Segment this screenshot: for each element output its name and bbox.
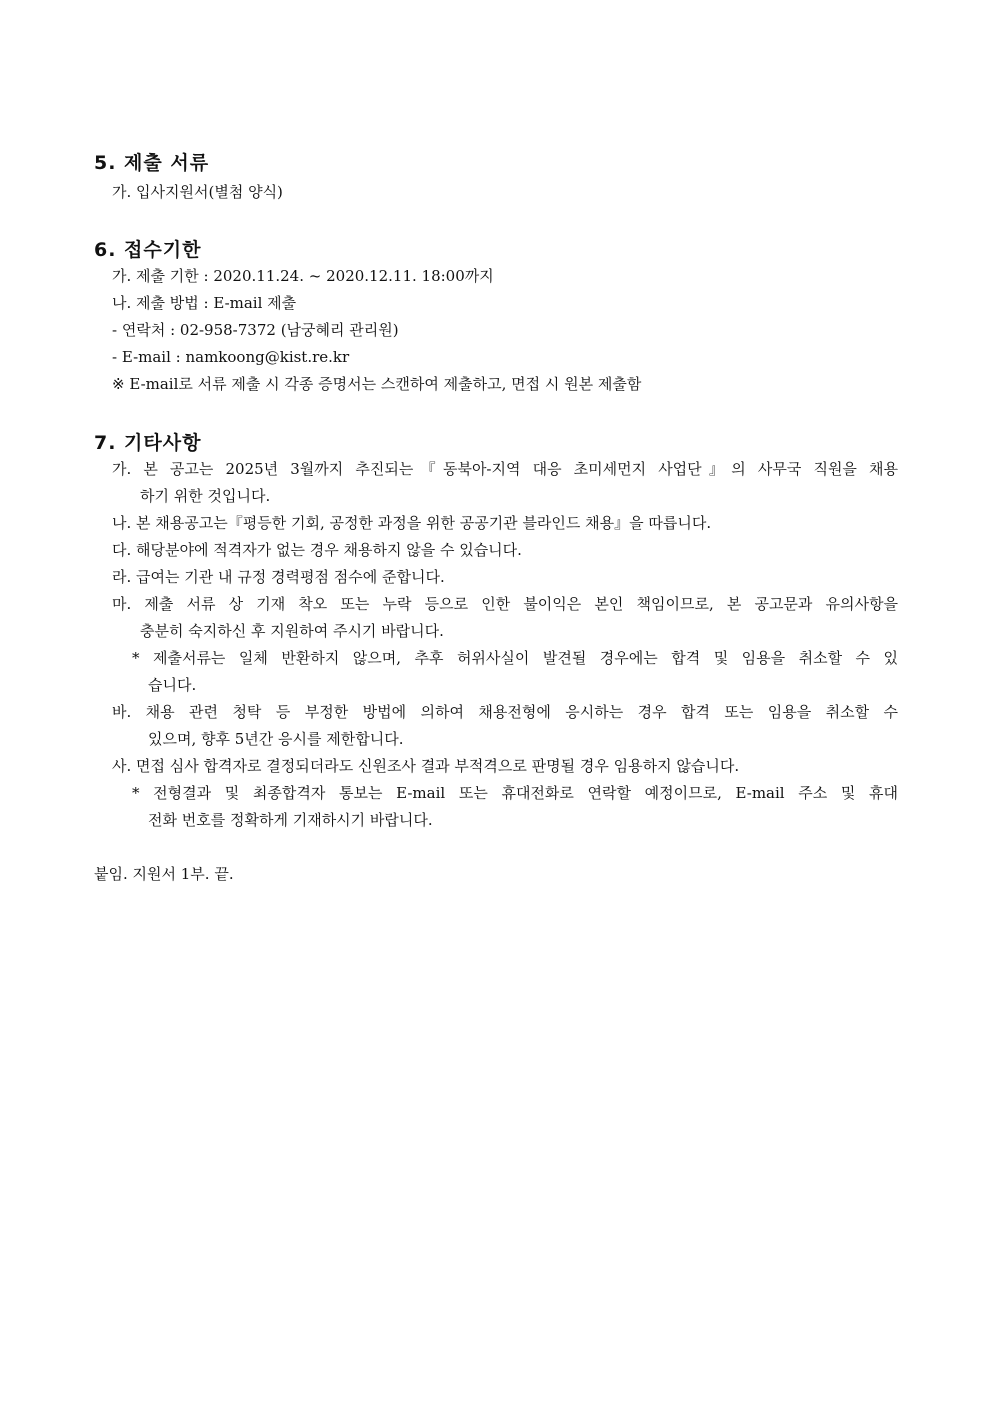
notice-ga-line1: 가. 본 공고는 2025년 3월까지 추진되는『동북아-지역 대응 초미세먼지 사업단』의 사무국 직원을 채용 bbox=[112, 460, 898, 478]
section-7-heading: 7. 기타사항 bbox=[94, 432, 202, 454]
notice-sa: 사. 면접 심사 합격자로 결정되더라도 신원조사 결과 부적격으로 판명될 경우 임용하지 않습니다. bbox=[112, 757, 740, 775]
section-6-heading: 6. 접수기한 bbox=[94, 239, 202, 261]
notice-ba-line2: 있으며, 향후 5년간 응시를 제한합니다. bbox=[148, 730, 404, 748]
notice-ra: 라. 급여는 기관 내 규정 경력평점 점수에 준합니다. bbox=[112, 568, 445, 586]
section-5-item-ga: 가. 입사지원서(별첨 양식) bbox=[112, 183, 283, 201]
notice-ga-line2: 하기 위한 것입니다. bbox=[140, 487, 271, 505]
section-5-heading: 5. 제출 서류 bbox=[94, 152, 210, 174]
method-line: 나. 제출 방법 : E-mail 제출 bbox=[112, 294, 297, 312]
notice-na: 나. 본 채용공고는『평등한 기회, 공정한 과정을 위한 공공기관 블라인드 채용』을 따릅니다. bbox=[112, 514, 712, 532]
notice-ma-line1: 마. 제출 서류 상 기재 착오 또는 누락 등으로 인한 불이익은 본인 책임이므로, 본 공고문과 유의사항을 bbox=[112, 595, 898, 613]
notice-da: 다. 해당분야에 적격자가 없는 경우 채용하지 않을 수 있습니다. bbox=[112, 541, 522, 559]
note-results-line2: 전화 번호를 정확하게 기재하시기 바랍니다. bbox=[148, 811, 433, 829]
note-documents-line1: * 제출서류는 일체 반환하지 않으며, 추후 허위사실이 발견될 경우에는 합격 및 임용을 취소할 수 있 bbox=[132, 649, 898, 667]
notice-ba-line1: 바. 채용 관련 청탁 등 부정한 방법에 의하여 채용전형에 응시하는 경우 합격 또는 임용을 취소할 수 bbox=[112, 703, 898, 721]
deadline-line: 가. 제출 기한 : 2020.11.24. ~ 2020.12.11. 18:00까지 bbox=[112, 267, 494, 285]
note-results-line1: * 전형결과 및 최종합격자 통보는 E-mail 또는 휴대전화로 연락할 예정이므로, E-mail 주소 및 휴대 bbox=[132, 784, 898, 802]
contact-email-line: - E-mail : namkoong@kist.re.kr bbox=[112, 348, 350, 366]
attachment-line: 붙임. 지원서 1부. 끝. bbox=[94, 865, 234, 883]
contact-phone-line: - 연락처 : 02-958-7372 (남궁혜리 관리원) bbox=[112, 321, 399, 339]
notice-ma-line2: 충분히 숙지하신 후 지원하여 주시기 바랍니다. bbox=[140, 622, 444, 640]
submission-note: ※ E-mail로 서류 제출 시 각종 증명서는 스캔하여 제출하고, 면접 시 원본 제출함 bbox=[112, 375, 642, 393]
note-documents-line2: 습니다. bbox=[148, 676, 197, 694]
